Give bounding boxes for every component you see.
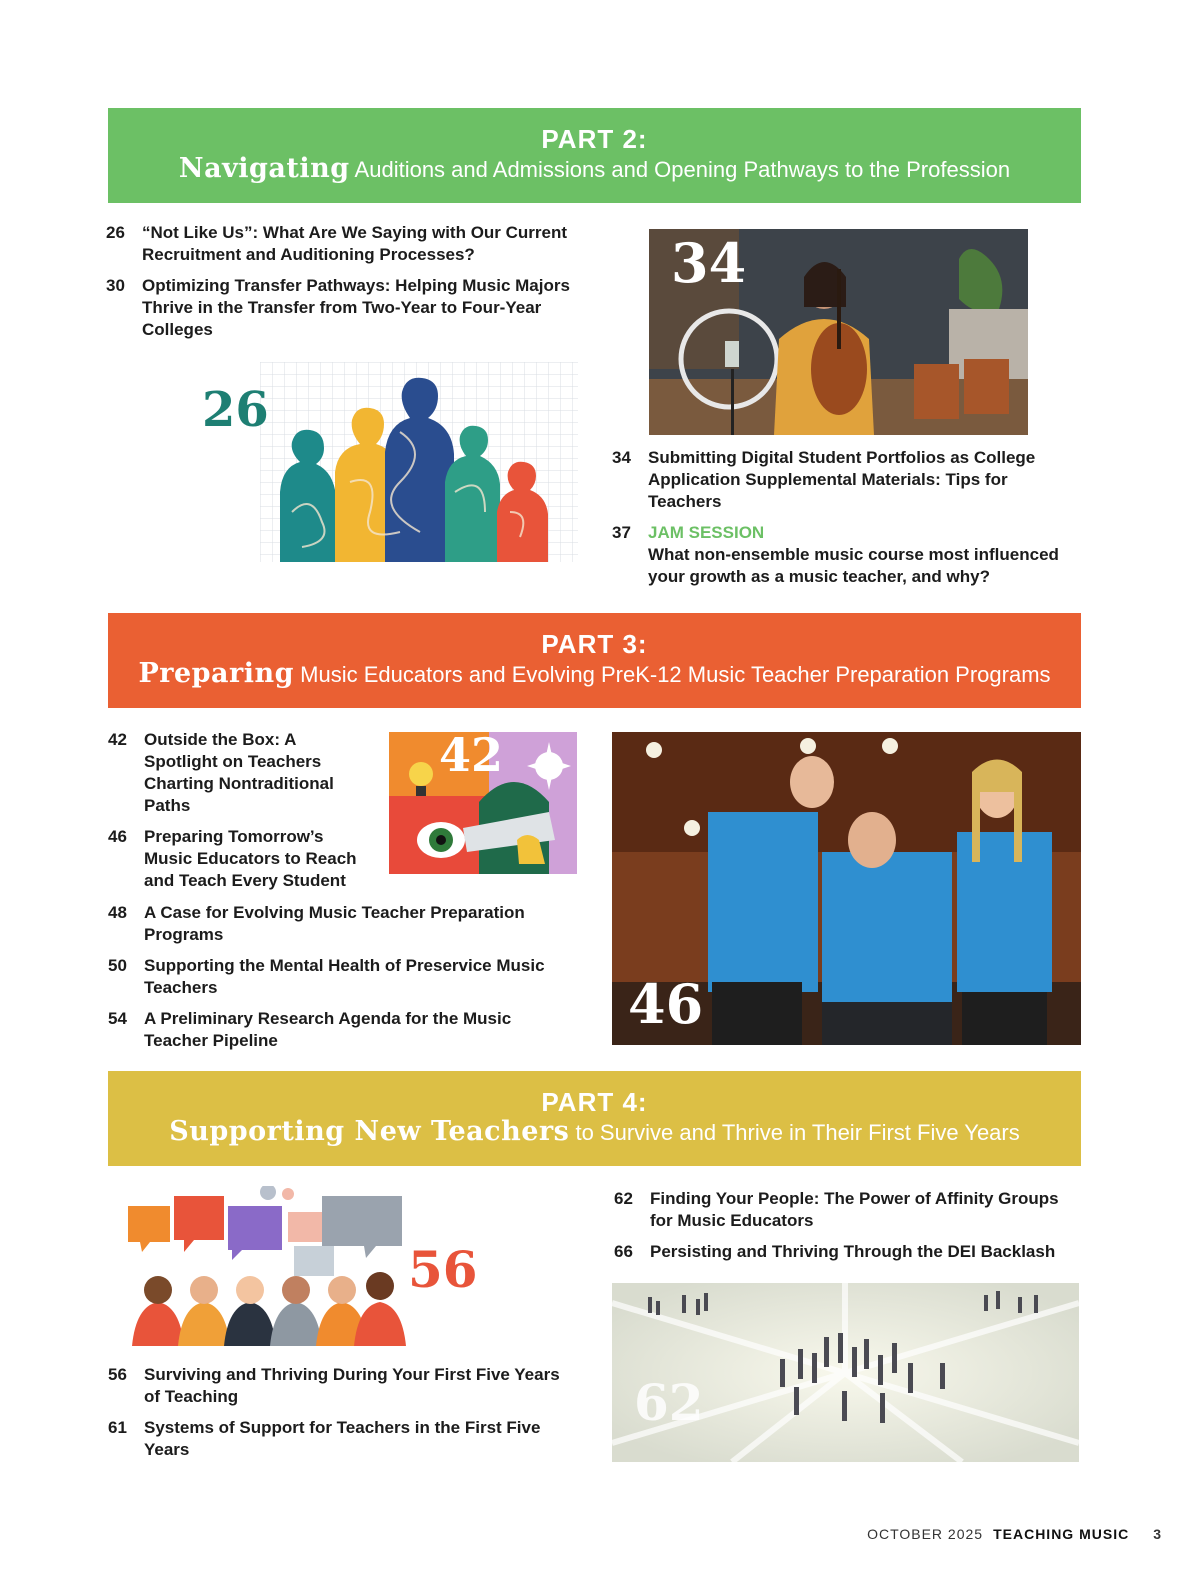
part-3-subtitle bbox=[108, 659, 1081, 690]
part-2-toc-left bbox=[106, 222, 576, 350]
part-2-emphasis: Navigating bbox=[178, 153, 350, 184]
toc-title: Persisting and Thriving Through the DEI Backlash bbox=[650, 1242, 1056, 1261]
part-4-subtitle-text: to Survive and Thrive in Their First Five Years bbox=[569, 1120, 1020, 1145]
image-page-label: 26 bbox=[202, 382, 269, 438]
illustration-spyglass bbox=[389, 732, 577, 874]
toc-page-number: 34 bbox=[612, 448, 631, 467]
toc-page-number: 30 bbox=[106, 276, 125, 295]
toc-title: Finding Your People: The Power of Affinity Groups for Music Educators bbox=[650, 1189, 1059, 1230]
part-2-subtitle bbox=[108, 154, 1081, 185]
page-number: 3 bbox=[1153, 1526, 1162, 1542]
photo-cellist bbox=[649, 229, 1028, 435]
part-4-emphasis: Supporting New Teachers bbox=[169, 1116, 570, 1147]
page-footer bbox=[867, 1526, 1162, 1542]
toc-page-number: 62 bbox=[614, 1189, 633, 1208]
part-3-heading: PART 3: bbox=[541, 629, 648, 659]
toc-title: What non-ensemble music course most influenced your growth as a music teacher, and why? bbox=[648, 545, 1059, 586]
toc-page-number: 37 bbox=[612, 523, 631, 542]
toc-page-number: 50 bbox=[108, 956, 127, 975]
part-4-subtitle bbox=[108, 1117, 1081, 1148]
part-2-toc-right bbox=[612, 447, 1082, 597]
toc-item[interactable] bbox=[614, 1188, 1084, 1232]
magazine-title: TEACHING MUSIC bbox=[993, 1526, 1130, 1542]
jam-session-label: JAM SESSION bbox=[648, 523, 765, 542]
toc-title: A Preliminary Research Agenda for the Music Teacher Pipeline bbox=[144, 1009, 512, 1050]
toc-item[interactable] bbox=[108, 902, 578, 946]
part-2-heading: PART 2: bbox=[541, 124, 648, 154]
toc-item[interactable] bbox=[106, 275, 576, 341]
photo-affinity-groups bbox=[612, 1283, 1079, 1462]
part-3-banner bbox=[108, 613, 1081, 708]
toc-item[interactable] bbox=[108, 955, 578, 999]
toc-page-number: 48 bbox=[108, 903, 127, 922]
issue-date: OCTOBER 2025 bbox=[867, 1526, 984, 1542]
toc-item[interactable] bbox=[108, 826, 370, 892]
image-page-label: 42 bbox=[439, 732, 504, 782]
toc-page-number: 46 bbox=[108, 827, 127, 846]
toc-title: Systems of Support for Teachers in the First Five Years bbox=[144, 1418, 541, 1459]
image-page-label: 56 bbox=[408, 1240, 478, 1299]
image-page-label: 34 bbox=[671, 231, 747, 295]
image-page-label: 62 bbox=[634, 1373, 704, 1432]
toc-item[interactable] bbox=[108, 1417, 578, 1461]
illustration-silhouettes bbox=[200, 362, 578, 562]
image-page-label: 46 bbox=[628, 972, 704, 1036]
toc-item[interactable] bbox=[108, 1364, 578, 1408]
toc-title: Optimizing Transfer Pathways: Helping Music Majors Thrive in the Transfer from Two-Year to Four-Year Colleges bbox=[142, 276, 570, 339]
toc-item-jam-session[interactable] bbox=[612, 522, 1082, 588]
toc-page-number: 56 bbox=[108, 1365, 127, 1384]
toc-page-number: 66 bbox=[614, 1242, 633, 1261]
part-3-toc-wide bbox=[108, 902, 578, 1061]
part-4-heading: PART 4: bbox=[541, 1087, 648, 1117]
toc-item[interactable] bbox=[612, 447, 1082, 513]
part-2-banner bbox=[108, 108, 1081, 203]
toc-title: Supporting the Mental Health of Preservice Music Teachers bbox=[144, 956, 545, 997]
toc-page-number: 54 bbox=[108, 1009, 127, 1028]
part-4-toc-left bbox=[108, 1364, 578, 1470]
toc-title: Outside the Box: A Spotlight on Teachers Charting Nontraditional Paths bbox=[144, 730, 334, 815]
photo-students bbox=[612, 732, 1081, 1045]
toc-item[interactable] bbox=[614, 1241, 1084, 1263]
toc-page-number: 26 bbox=[106, 223, 125, 242]
toc-title: A Case for Evolving Music Teacher Preparation Programs bbox=[144, 903, 525, 944]
illustration-speech-bubbles bbox=[118, 1186, 490, 1346]
toc-item[interactable] bbox=[108, 1008, 578, 1052]
toc-item[interactable] bbox=[108, 729, 370, 817]
toc-title: Preparing Tomorrow’s Music Educators to Reach and Teach Every Student bbox=[144, 827, 357, 890]
toc-title: “Not Like Us”: What Are We Saying with Our Current Recruitment and Auditioning Processes? bbox=[142, 223, 568, 264]
part-2-subtitle-text: Auditions and Admissions and Opening Pathways to the Profession bbox=[349, 157, 1011, 182]
toc-page-number: 42 bbox=[108, 730, 127, 749]
part-4-toc-right bbox=[614, 1188, 1084, 1272]
part-4-banner bbox=[108, 1071, 1081, 1166]
toc-title: Submitting Digital Student Portfolios as College Application Supplemental Materials: Tips for Teachers bbox=[648, 448, 1036, 511]
toc-item[interactable] bbox=[106, 222, 576, 266]
toc-page-number: 61 bbox=[108, 1418, 127, 1437]
part-3-toc-narrow bbox=[108, 729, 370, 901]
toc-title: Surviving and Thriving During Your First Five Years of Teaching bbox=[144, 1365, 560, 1406]
part-3-subtitle-text: Music Educators and Evolving PreK-12 Music Teacher Preparation Programs bbox=[294, 662, 1051, 687]
part-3-emphasis: Preparing bbox=[138, 658, 295, 689]
